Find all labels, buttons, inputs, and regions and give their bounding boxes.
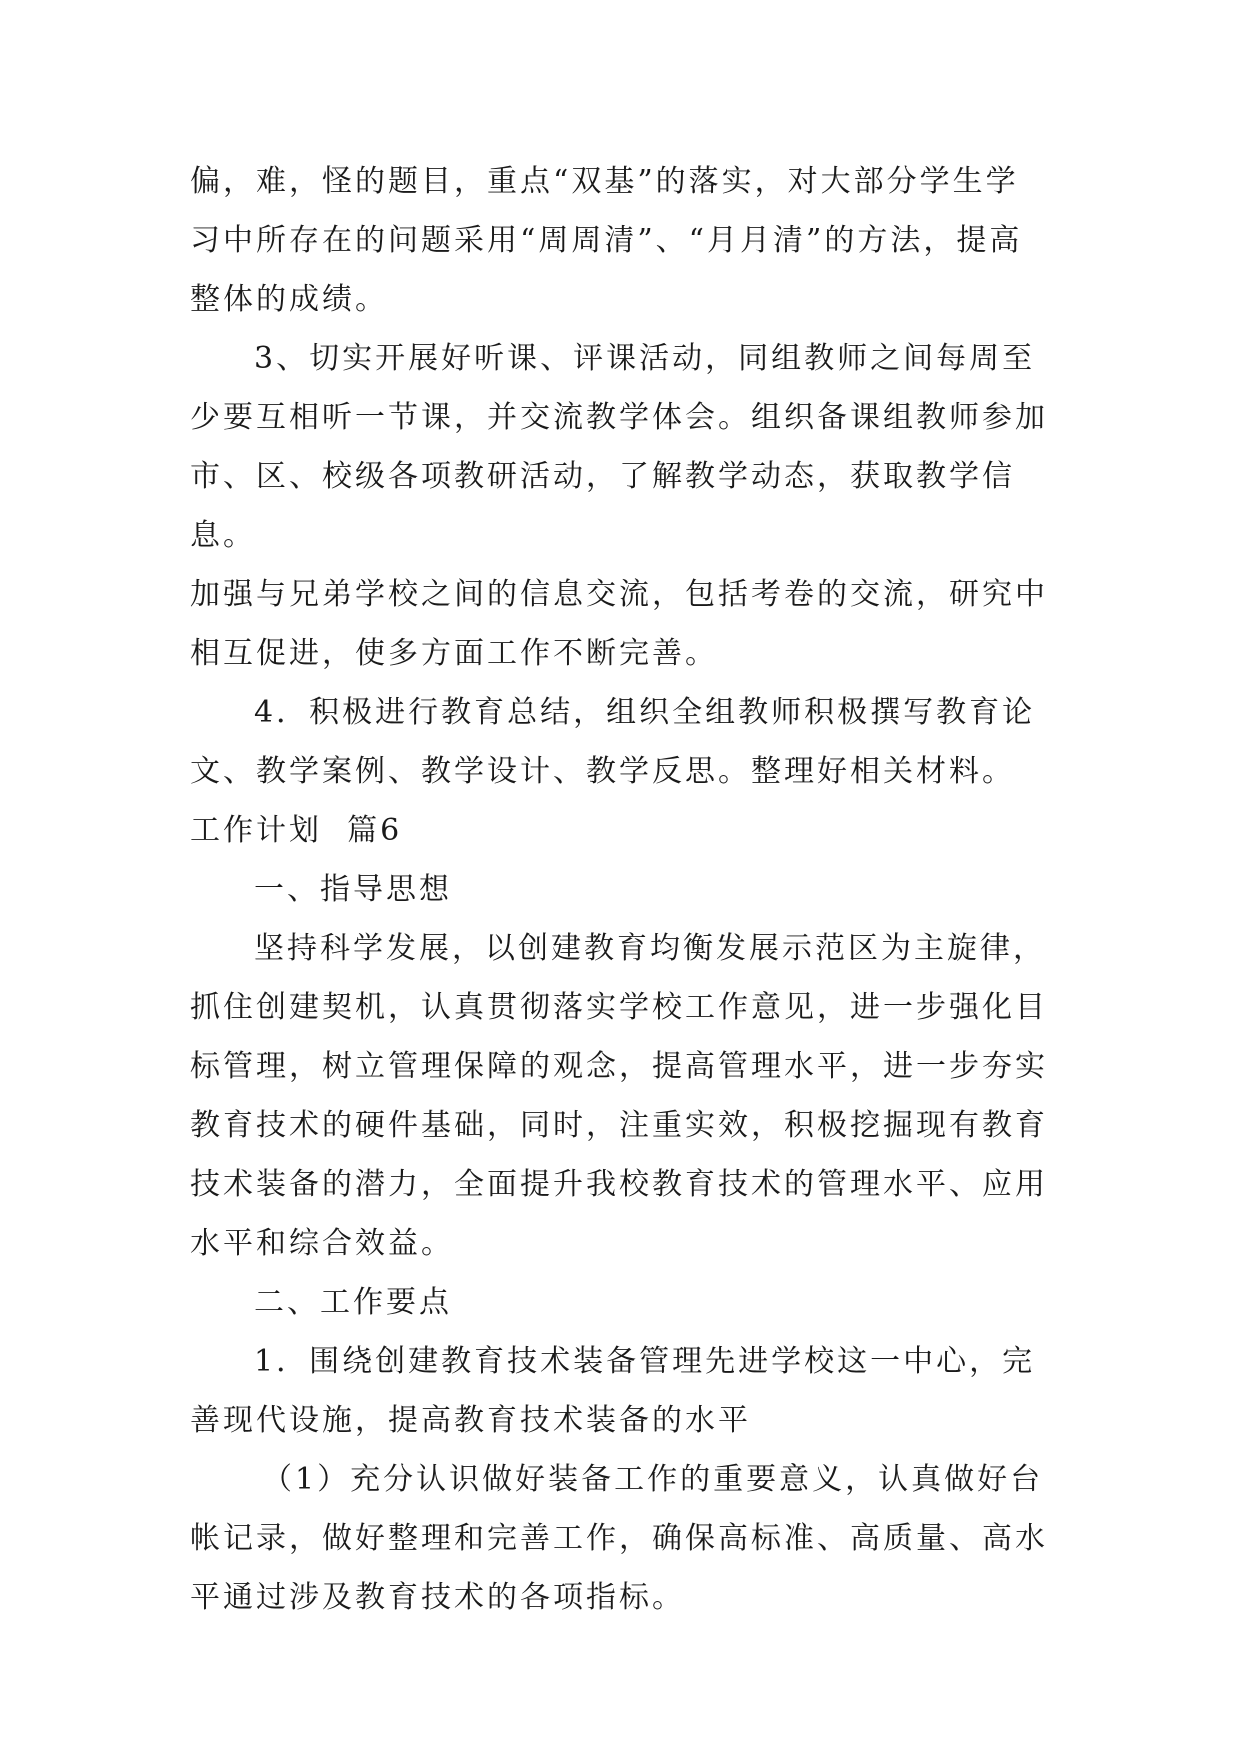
- paragraph-line: 平通过涉及教育技术的各项指标。: [190, 1580, 685, 1615]
- paragraph-line: 加强与兄弟学校之间的信息交流，包括考卷的交流，研究中: [190, 577, 1048, 612]
- paragraph-line: 市、区、校级各项教研活动，了解教学动态，获取教学信息。: [190, 459, 1015, 553]
- paragraph-line: 坚持科学发展，以创建教育均衡发展示范区为主旋律，: [254, 931, 1046, 966]
- paragraph-line: 水平和综合效益。: [190, 1226, 454, 1261]
- document-body: [190, 152, 1054, 1627]
- section-title: 工作计划 篇6: [190, 813, 403, 848]
- paragraph-line: 少要互相听一节课，并交流教学体会。组织备课组教师参加: [190, 400, 1048, 435]
- paragraph-line: 习中所存在的问题采用“周周清”、“月月清”的方法，提高: [190, 223, 1023, 258]
- paragraph-line: 标管理，树立管理保障的观念，提高管理水平，进一步夯实: [190, 1049, 1048, 1084]
- paragraph-line: 整体的成绩。: [190, 282, 388, 317]
- paragraph-line: 帐记录，做好整理和完善工作，确保高标准、高质量、高水: [190, 1521, 1048, 1556]
- paragraph-line: （1）充分认识做好装备工作的重要意义，认真做好台: [262, 1462, 1044, 1497]
- paragraph-line: 相互促进，使多方面工作不断完善。: [190, 636, 718, 671]
- paragraph-line: 教育技术的硬件基础，同时，注重实效，积极挖掘现有教育: [190, 1108, 1048, 1143]
- paragraph-line: 文、教学案例、教学设计、教学反思。整理好相关材料。: [190, 754, 1015, 789]
- paragraph-line: 善现代设施，提高教育技术装备的水平: [190, 1403, 751, 1438]
- paragraph-line: 1．围绕创建教育技术装备管理先进学校这一中心，完: [254, 1344, 1036, 1379]
- subsection-title: 二、工作要点: [254, 1285, 452, 1320]
- subsection-title: 一、指导思想: [254, 872, 452, 907]
- paragraph-line: 4．积极进行教育总结，组织全组教师积极撰写教育论: [254, 695, 1036, 730]
- paragraph-line: 偏，难，怪的题目，重点“双基”的落实，对大部分学生学: [190, 164, 1019, 199]
- paragraph-line: 3、切实开展好听课、评课活动，同组教师之间每周至: [254, 341, 1036, 376]
- paragraph-line: 抓住创建契机，认真贯彻落实学校工作意见，进一步强化目: [190, 990, 1048, 1025]
- paragraph-line: 技术装备的潜力，全面提升我校教育技术的管理水平、应用: [190, 1167, 1048, 1202]
